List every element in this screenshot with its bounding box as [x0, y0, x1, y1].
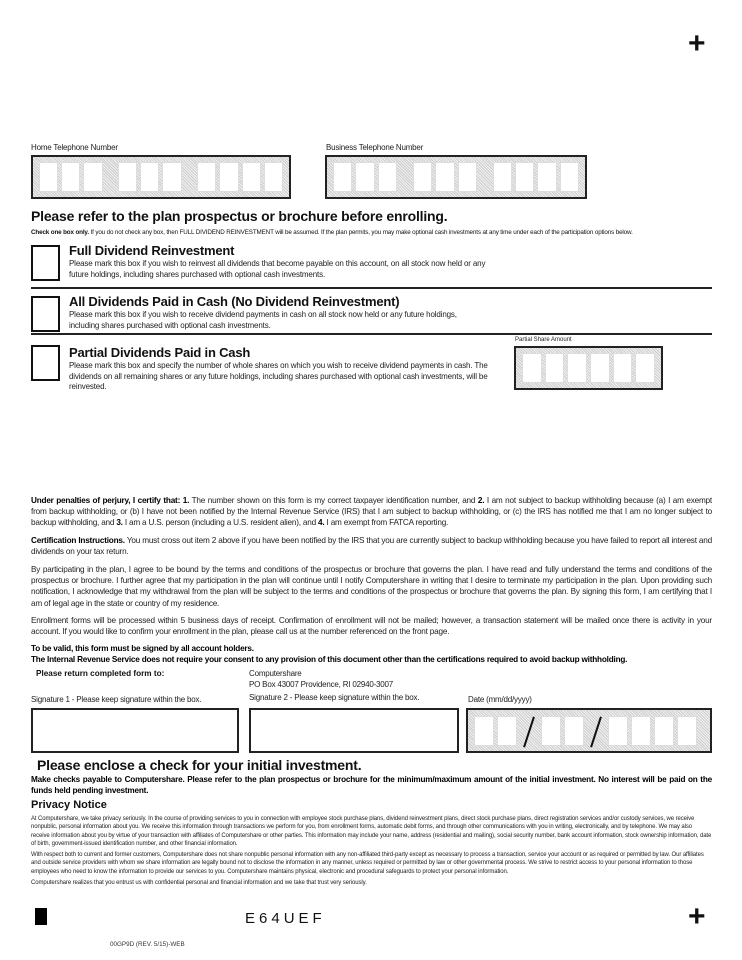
slash-separator-icon	[587, 716, 605, 746]
privacy-paragraph: At Computershare, we take privacy seriously. In the course of providing services to you in connection with employee stock purchase plans, dividend reinvestment plans, direct stock purchase plans, direct registration services and/or custody services, we receive nonpublic, personal information about you. We receive this information through transactions we perform for you, from enrollment forms, automatic debit forms, and through other communications with you in writing, electronically, and by telephone. We may also receive information about you by virtue of your transaction with affiliates of Computershare or other parties. This information may include your name, address (residential and mailing), social security number, bank account information, stock ownership information, date of birth, government-issued identification number, and other financial information.	[31, 816, 712, 848]
option-title: All Dividends Paid in Cash (No Dividend Reinvestment)	[69, 294, 400, 309]
divider	[31, 333, 712, 335]
business-phone-input[interactable]	[325, 155, 587, 199]
return-name: Computershare	[249, 669, 302, 678]
digit-cell[interactable]	[39, 162, 58, 192]
privacy-paragraph: Computershare realizes that you entrust us with confidential personal and financial information and we take that trust very seriously.	[31, 880, 367, 886]
certification-text	[31, 495, 712, 529]
date-label: Date (mm/dd/yyyy)	[468, 695, 532, 704]
text: I am a U.S. person (including a U.S. resident alien), and	[122, 518, 319, 528]
digit-cell[interactable]	[162, 162, 181, 192]
partial-share-input[interactable]	[514, 346, 663, 390]
scan-mark-icon	[35, 908, 47, 925]
text: I am exempt from FATCA reporting.	[324, 518, 449, 528]
digit-cell[interactable]	[61, 162, 80, 192]
option-desc: Please mark this box and specify the number of whole shares on which you wish to receive dividend payments in cash. The dividends on all remaining shares or any future holdings, including shares purchased with optional cash investments, will be reinvested.	[69, 361, 488, 391]
valid-notice: To be valid, this form must be signed by all account holders.	[31, 644, 254, 653]
form-code: E64UEF	[245, 910, 326, 927]
digit-cell[interactable]	[333, 162, 352, 192]
digit-cell[interactable]	[497, 716, 517, 746]
digit-cell[interactable]	[493, 162, 512, 192]
digit-cell[interactable]	[631, 716, 651, 746]
digit-cell[interactable]	[83, 162, 102, 192]
registration-mark-icon: +	[688, 27, 706, 60]
signature-2-label: Signature 2 - Please keep signature within the box.	[249, 693, 420, 702]
digit-cell[interactable]	[522, 353, 542, 383]
digit-cell[interactable]	[264, 162, 283, 192]
irs-notice: The Internal Revenue Service does not require your consent to any provision of this document other than the certifications required to avoid backup withholding.	[31, 655, 628, 664]
privacy-paragraph: With respect both to current and former customers, Computershare does not share nonpublic personal information with any non-affiliated third-party except as necessary to process a transaction, service your account or as required or permitted by law. Our affiliates and outside service providers with whom we share information are legally bound not to disclose the information in any manner, unless required or permitted by law or other governmental process. We strive to restrict access to your personal information to those employees who need to know the information to provide our services to you. Computershare maintains physical, electronic and procedural safeguards to protect your personal information.	[31, 852, 704, 875]
signature-1-box[interactable]	[31, 708, 239, 753]
bold-text: 4.	[318, 518, 325, 528]
bold-text: Certification Instructions.	[31, 536, 125, 545]
digit-cell[interactable]	[378, 162, 397, 192]
partial-cash-checkbox[interactable]	[31, 345, 60, 381]
return-label: Please return completed form to:	[36, 669, 165, 678]
instruction-text: If you do not check any box, then FULL DIVIDEND REINVESTMENT will be assumed. If the plan permits, you may make optional cash investments at any time under each of the participation options below.	[88, 229, 633, 236]
bold-text: Under penalties of perjury, I certify that: 1.	[31, 496, 190, 505]
bold-text: 2.	[477, 496, 485, 505]
text: You must cross out item 2 above if you have been notified by the IRS that you are currently subject to backup withholding because you have failed to report all interest and dividends on your tax return.	[31, 536, 712, 557]
partial-share-label: Partial Share Amount	[515, 337, 572, 343]
digit-cell[interactable]	[654, 716, 674, 746]
digit-cell[interactable]	[197, 162, 216, 192]
digit-cell[interactable]	[560, 162, 579, 192]
return-address: PO Box 43007 Providence, RI 02940-3007	[249, 680, 394, 689]
option-title: Full Dividend Reinvestment	[69, 243, 235, 258]
digit-cell[interactable]	[590, 353, 610, 383]
divider	[31, 287, 712, 289]
participation-terms: By participating in the plan, I agree to be bound by the terms and conditions of the prospectus or brochure that governs the plan. I have read and fully understand the terms and conditions of the prospectus or brochure. I further agree that my participation in the plan will continue until I notify Computershare in writing that I desire to terminate my participation in the plan. Upon providing such notification, I acknowledge that my withdrawal from the plan will be subject to the terms and conditions of the prospectus or brochure that governs the plan. By signing this form, I am certifying that I am of legal age in the state or country of my residence.	[31, 565, 712, 608]
digit-cell[interactable]	[515, 162, 534, 192]
home-phone-label: Home Telephone Number	[31, 143, 118, 152]
option-desc: Please mark this box if you wish to reinvest all dividends that become payable on this account, on all stock now held or any future holdings, including shares purchased with optional cash investments.	[69, 259, 486, 279]
certification-instructions	[31, 535, 712, 557]
option-desc: Please mark this box if you wish to receive dividend payments in cash on all stock now held or any future holdings, including shares purchased with optional cash investments.	[69, 310, 457, 330]
check-instructions: Make checks payable to Computershare. Please refer to the plan prospectus or brochure for the minimum/maximum amount of the initial investment. No interest will be paid on the funds held pending investment.	[31, 775, 712, 796]
digit-cell[interactable]	[635, 353, 655, 383]
digit-cell[interactable]	[567, 353, 587, 383]
digit-cell[interactable]	[435, 162, 454, 192]
digit-cell[interactable]	[545, 353, 565, 383]
digit-cell[interactable]	[537, 162, 556, 192]
digit-cell[interactable]	[677, 716, 697, 746]
digit-cell[interactable]	[541, 716, 561, 746]
home-phone-input[interactable]	[31, 155, 291, 199]
signature-1-label: Signature 1 - Please keep signature within the box.	[31, 695, 202, 704]
bold-text: 3.	[116, 518, 123, 528]
form-id: 00GP9D (REV. 5/15)-WEB	[110, 941, 185, 948]
digit-cell[interactable]	[458, 162, 477, 192]
digit-cell[interactable]	[355, 162, 374, 192]
enrollment-processing: Enrollment forms will be processed within 5 business days of receipt. Confirmation of enrollment will not be mailed; however, a transaction statement will be mailed once there is activity in your account. If you would like to confirm your enrollment in the plan, please call us at the number referenced on the front page.	[31, 616, 712, 637]
slash-separator-icon	[520, 716, 538, 746]
enroll-instruction	[31, 229, 633, 236]
digit-cell[interactable]	[219, 162, 238, 192]
digit-cell[interactable]	[242, 162, 261, 192]
check-heading: Please enclose a check for your initial investment.	[37, 757, 362, 773]
text: I am not subject to backup withholding because (a) I am exempt from backup withholding, or (b) I have not been notified by the Internal Revenue Service (IRS) that I am subject to backup withholding, or (c) the IRS has notified me that I am no longer subject to backup withholding, and	[31, 496, 712, 528]
digit-cell[interactable]	[608, 716, 628, 746]
enroll-heading: Please refer to the plan prospectus or brochure before enrolling.	[31, 208, 448, 224]
digit-cell[interactable]	[474, 716, 494, 746]
full-reinvestment-checkbox[interactable]	[31, 245, 60, 281]
date-input[interactable]	[466, 708, 712, 753]
privacy-heading: Privacy Notice	[31, 799, 107, 811]
all-cash-checkbox[interactable]	[31, 296, 60, 332]
instruction-bold: Check one box only.	[31, 229, 89, 236]
registration-mark-icon: +	[688, 900, 706, 933]
digit-cell[interactable]	[140, 162, 159, 192]
business-phone-label: Business Telephone Number	[326, 143, 424, 152]
digit-cell[interactable]	[564, 716, 584, 746]
option-title: Partial Dividends Paid in Cash	[69, 345, 251, 360]
digit-cell[interactable]	[613, 353, 633, 383]
text: The number shown on this form is my correct taxpayer identification number, and	[189, 496, 478, 505]
signature-2-box[interactable]	[249, 708, 459, 753]
digit-cell[interactable]	[118, 162, 137, 192]
digit-cell[interactable]	[413, 162, 432, 192]
